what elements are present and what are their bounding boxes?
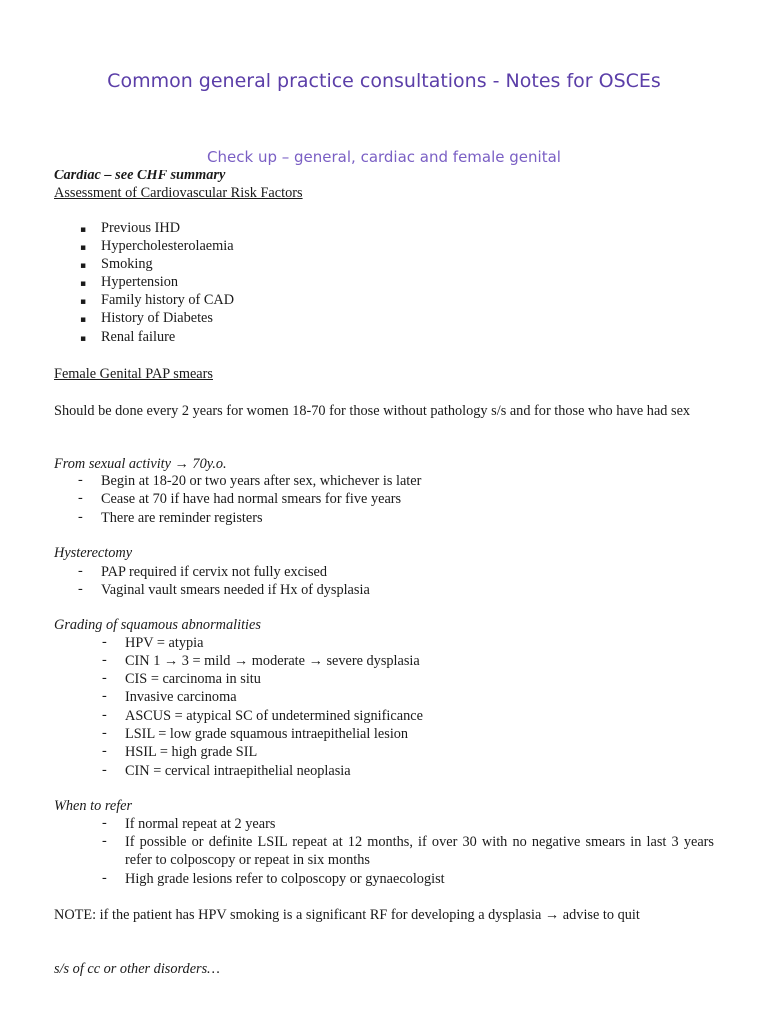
list-item: History of Diabetes [101, 310, 213, 326]
list-item: LSIL = low grade squamous intraepithelial lesion [125, 726, 409, 742]
pap-heading: Female Genital PAP smears [54, 366, 213, 382]
dash-marker: - [102, 634, 107, 650]
dash-marker: - [102, 833, 107, 849]
list-item: If possible or definite LSIL repeat at 12 months, if over 30 with no negative smears in last 3 years refer to colposcopy or repeat in six months [125, 834, 714, 868]
cardiac-heading: Cardiac – see CHF summary [54, 170, 226, 182]
pap-intro: Should be done every 2 years for women 18-70 for those without pathology s/s and for those who have had sex [54, 403, 691, 419]
note-paragraph: NOTE: if the patient has HPV smoking is a significant RF for developing a dysplasia → advise to quit [54, 907, 640, 923]
bullet-icon: ▪ [80, 225, 87, 235]
dash-marker: - [102, 725, 107, 741]
list-item: Cease at 70 if have had normal smears for five years [101, 491, 402, 507]
list-item: Hypercholesterolaemia [101, 238, 234, 254]
list-item: ASCUS = atypical SC of undetermined significance [125, 708, 423, 724]
list-item: Renal failure [101, 329, 176, 345]
list-item: CIN = cervical intraepithelial neoplasia [125, 763, 351, 779]
dash-marker: - [102, 652, 107, 668]
list-item: Begin at 18-20 or two years after sex, whichever is later [101, 473, 422, 489]
dash-marker: - [102, 688, 107, 704]
document-title: Common general practice consultations - Notes for OSCEs [107, 70, 661, 92]
list-item: HPV = atypia [125, 635, 204, 651]
list-item: There are reminder registers [101, 510, 263, 526]
list-item: Smoking [101, 256, 153, 272]
cardiac-heading-clipped [54, 170, 314, 182]
list-item: CIS = carcinoma in situ [125, 671, 261, 687]
bullet-icon: ▪ [80, 334, 87, 344]
refer-heading: When to refer [54, 798, 133, 814]
list-item: PAP required if cervix not fully excised [101, 564, 328, 580]
bullet-icon: ▪ [80, 297, 87, 307]
footer-line: s/s of cc or other disorders… [54, 961, 220, 977]
dash-marker: - [78, 509, 83, 525]
list-item: High grade lesions refer to colposcopy or gynaecologist [125, 871, 445, 887]
list-item: Invasive carcinoma [125, 689, 237, 705]
list-item: If normal repeat at 2 years [125, 816, 276, 832]
list-item: Family history of CAD [101, 292, 235, 308]
sexual-activity-heading: From sexual activity → 70y.o. [54, 456, 227, 472]
list-item: HSIL = high grade SIL [125, 744, 258, 760]
dash-marker: - [102, 870, 107, 886]
dash-marker: - [78, 472, 83, 488]
dash-marker: - [102, 815, 107, 831]
dash-marker: - [78, 563, 83, 579]
dash-marker: - [102, 743, 107, 759]
list-item: CIN 1 → 3 = mild → moderate → severe dysplasia [125, 653, 420, 669]
grading-heading: Grading of squamous abnormalities [54, 617, 261, 633]
dash-marker: - [78, 490, 83, 506]
hysterectomy-heading: Hysterectomy [54, 545, 133, 561]
list-item: Previous IHD [101, 220, 181, 236]
cv-risk-heading: Assessment of Cardiovascular Risk Factors [54, 185, 303, 201]
bullet-icon: ▪ [80, 243, 87, 253]
dash-marker: - [102, 670, 107, 686]
bullet-icon: ▪ [80, 315, 87, 325]
bullet-icon: ▪ [80, 261, 87, 271]
bullet-icon: ▪ [80, 279, 87, 289]
section-subtitle: Check up – general, cardiac and female genital [207, 148, 561, 166]
dash-marker: - [78, 581, 83, 597]
dash-marker: - [102, 762, 107, 778]
list-item: Vaginal vault smears needed if Hx of dysplasia [101, 582, 370, 598]
dash-marker: - [102, 707, 107, 723]
list-item: Hypertension [101, 274, 179, 290]
